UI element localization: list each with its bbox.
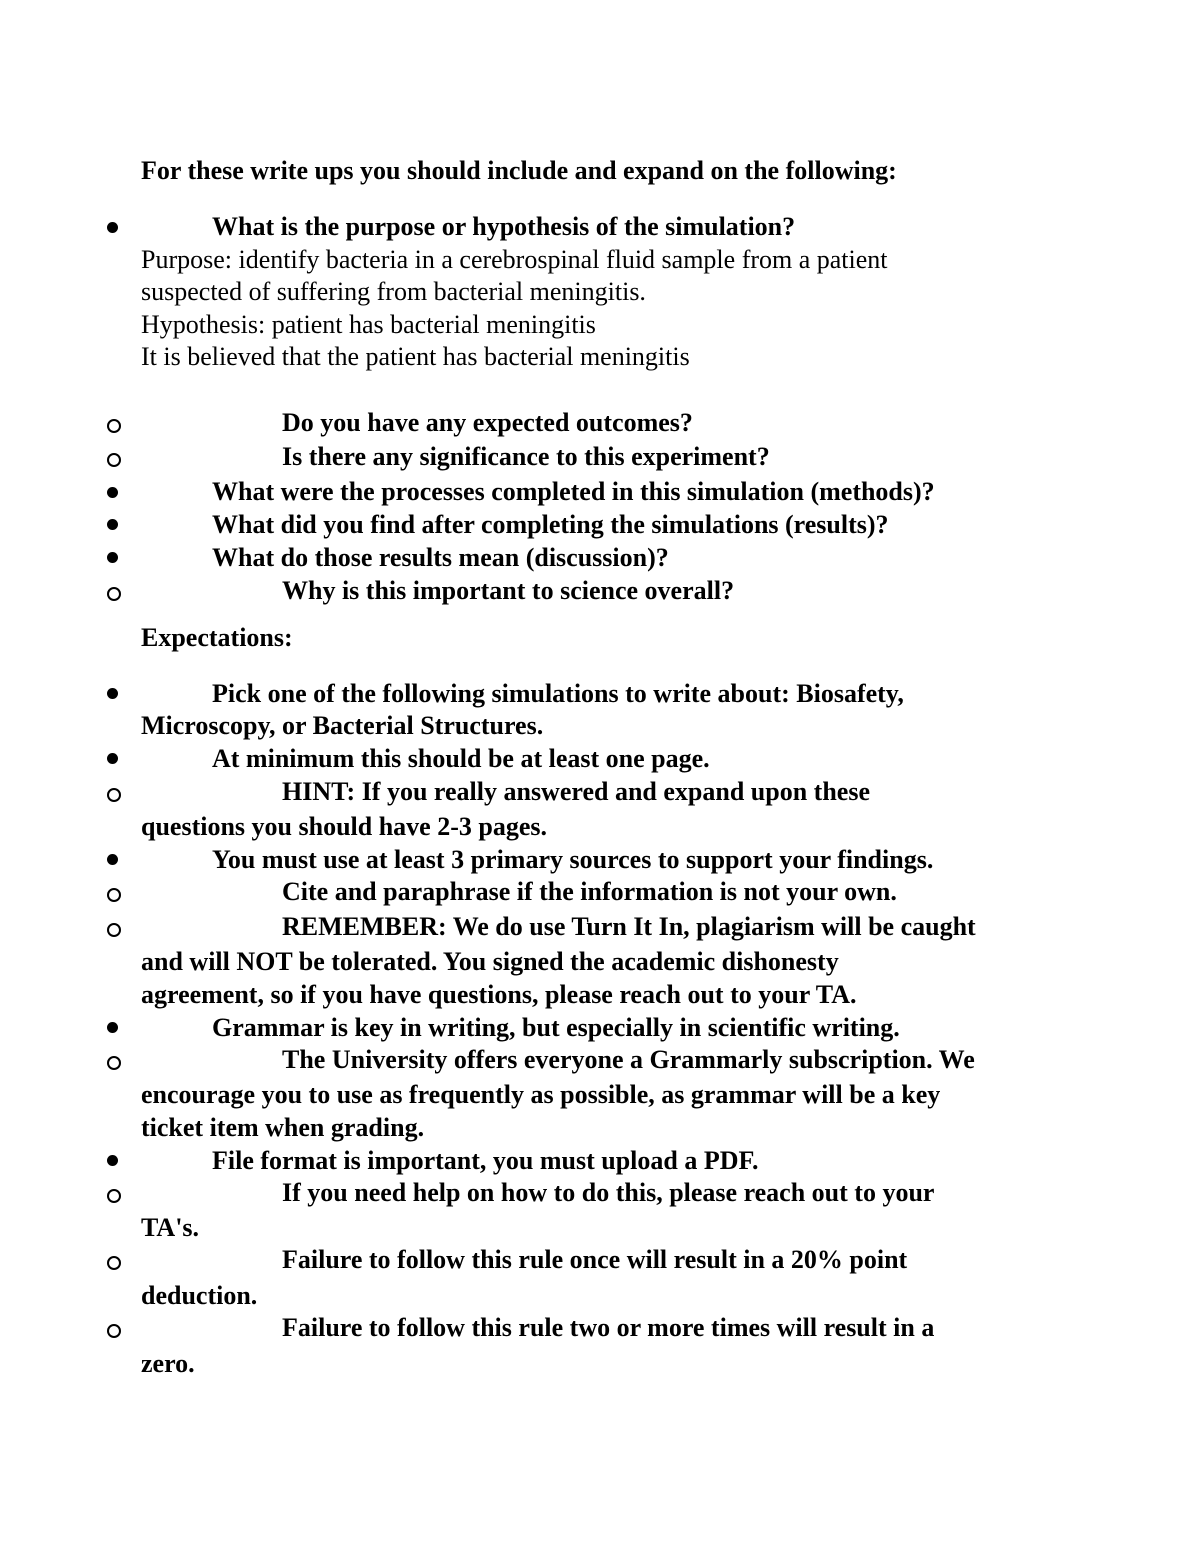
expectation-help: If you need help on how to do this, please reach out to your [282, 1178, 935, 1207]
question-purpose: What is the purpose or hypothesis of the simulation? [212, 212, 796, 241]
expectation-cite: Cite and paraphrase if the information is not your own. [282, 877, 897, 906]
expectation-hint: HINT: If you really answered and expand upon these [282, 777, 870, 806]
expectation-failure-twice: Failure to follow this rule two or more times will result in a [282, 1313, 935, 1342]
bullet-hollow [107, 888, 121, 902]
bullet-hollow [107, 1056, 121, 1070]
question-significance: Is there any significance to this experiment? [282, 442, 770, 471]
expectation-grammarly: The University offers everyone a Grammarly subscription. We [282, 1045, 975, 1074]
intro-heading: For these write ups you should include and expand on the following: [141, 156, 897, 185]
expectations-heading: Expectations: [141, 623, 293, 652]
bullet-filled [107, 854, 118, 865]
expectation-failure-once-cont: deduction. [141, 1281, 258, 1310]
bullet-hollow [107, 788, 121, 802]
bullet-hollow [107, 419, 121, 433]
question-results: What did you find after completing the simulations (results)? [212, 510, 889, 539]
bullet-hollow [107, 453, 121, 467]
bullet-filled [107, 688, 118, 699]
expectation-remember-cont: agreement, so if you have questions, please reach out to your TA. [141, 980, 857, 1009]
expectation-minimum: At minimum this should be at least one page. [212, 744, 710, 773]
belief-text: It is believed that the patient has bacterial meningitis [141, 342, 690, 371]
question-methods: What were the processes completed in this simulation (methods)? [212, 477, 935, 506]
bullet-filled [107, 753, 118, 764]
expectation-grammarly-cont: encourage you to use as frequently as possible, as grammar will be a key [141, 1080, 941, 1109]
bullet-filled [107, 1155, 118, 1166]
expectation-grammar: Grammar is key in writing, but especially in scientific writing. [212, 1013, 900, 1042]
expectation-failure-once: Failure to follow this rule once will result in a 20% point [282, 1245, 908, 1274]
question-discussion: What do those results mean (discussion)? [212, 543, 669, 572]
expectation-pick-simulation-cont: Microscopy, or Bacterial Structures. [141, 711, 544, 740]
bullet-filled [107, 519, 118, 530]
bullet-filled [107, 1022, 118, 1033]
bullet-hollow [107, 587, 121, 601]
bullet-hollow [107, 923, 121, 937]
expectation-file-format: File format is important, you must upload a PDF. [212, 1146, 759, 1175]
expectation-sources: You must use at least 3 primary sources to support your findings. [212, 845, 934, 874]
hypothesis-text: Hypothesis: patient has bacterial meningitis [141, 310, 596, 339]
purpose-text: Purpose: identify bacteria in a cerebrospinal fluid sample from a patient [141, 245, 888, 274]
expectation-remember-cont: and will NOT be tolerated. You signed the academic dishonesty [141, 947, 839, 976]
expectation-pick-simulation: Pick one of the following simulations to write about: Biosafety, [212, 679, 904, 708]
bullet-filled [107, 487, 118, 498]
expectation-failure-twice-cont: zero. [141, 1349, 195, 1378]
bullet-hollow [107, 1256, 121, 1270]
bullet-hollow [107, 1324, 121, 1338]
bullet-hollow [107, 1189, 121, 1203]
bullet-filled [107, 222, 118, 233]
question-importance: Why is this important to science overall? [282, 576, 735, 605]
bullet-filled [107, 552, 118, 563]
expectation-remember: REMEMBER: We do use Turn It In, plagiarism will be caught [282, 912, 976, 941]
expectation-hint-cont: questions you should have 2-3 pages. [141, 812, 547, 841]
question-expected-outcomes: Do you have any expected outcomes? [282, 408, 693, 437]
purpose-text-cont: suspected of suffering from bacterial meningitis. [141, 277, 646, 306]
expectation-grammarly-cont: ticket item when grading. [141, 1113, 425, 1142]
expectation-help-cont: TA's. [141, 1213, 200, 1242]
